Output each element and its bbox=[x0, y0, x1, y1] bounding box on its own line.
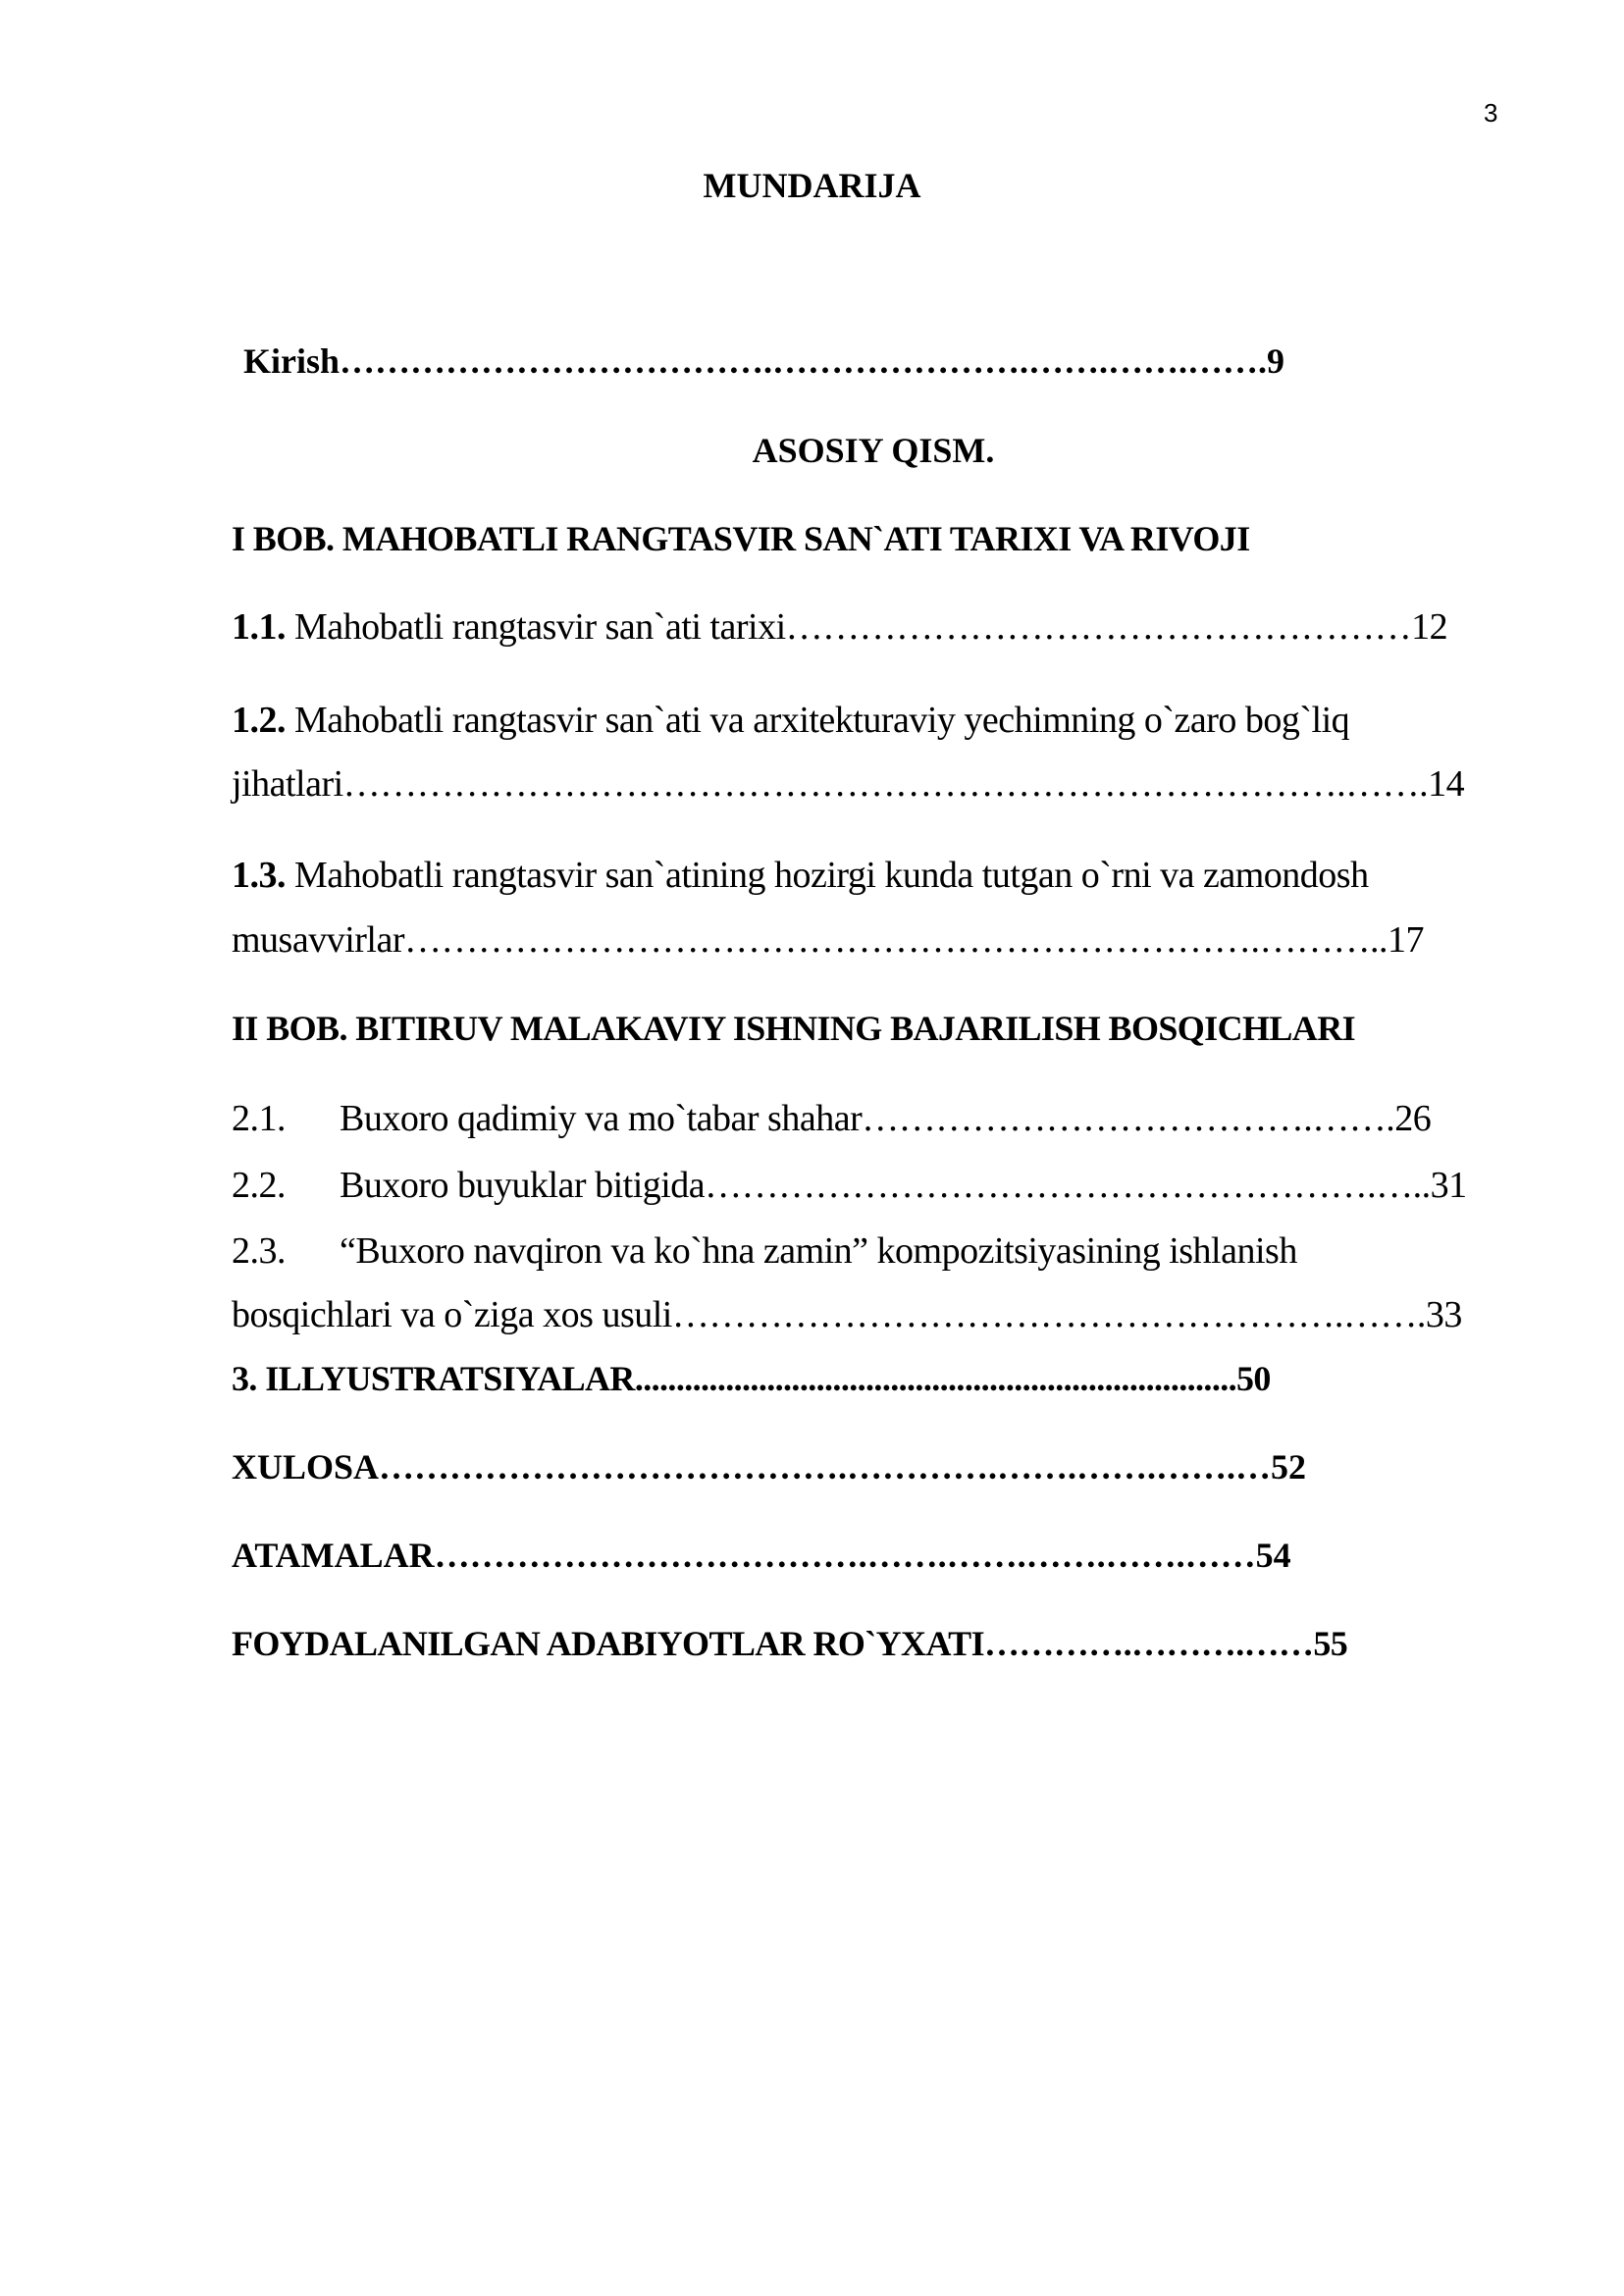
toc-entry-kirish bbox=[243, 340, 1284, 382]
toc-entry-foydalanilgan: FOYDALANILGAN ADABIYOTLAR RO`YXATI………….……….……55 bbox=[232, 1624, 1348, 1663]
chapter-heading-1: I BOB. MAHOBATLI RANGTASVIR SAN`ATI TARIXI VA RIVOJI bbox=[232, 519, 1250, 558]
toc-entry-2-1 bbox=[232, 1097, 286, 1140]
toc-entry-atamalar: ATAMALAR……………………………….…….…….…….…….……54 bbox=[232, 1536, 1291, 1575]
toc-entry-2-2 bbox=[232, 1164, 286, 1207]
toc-entry-1-3-cont: musavvirlar…………………………………………………………….………..17 bbox=[232, 919, 1425, 961]
toc-entry-number: 1.1. bbox=[232, 606, 286, 648]
toc-entry-1-3 bbox=[232, 854, 1369, 897]
toc-entry-2-3-text: “Buxoro navqiron va ko`hna zamin” kompozitsiyasining ishlanish bbox=[340, 1230, 1297, 1272]
toc-entry-2-2-text: Buxoro buyuklar bitigida……………………………………………….…..31 bbox=[340, 1165, 1467, 1206]
page-number: 3 bbox=[1484, 98, 1498, 128]
toc-entry-number: 2.2. bbox=[232, 1165, 286, 1206]
toc-entry-2-1-text: Buxoro qadimiy va mo`tabar shahar……………………………….…….26 bbox=[340, 1098, 1432, 1139]
toc-entry-2-3-cont: bosqichlari va o`ziga xos usuli……………………………………………….…….33 bbox=[232, 1294, 1462, 1335]
toc-entry-illyustratsiyalar: 3. ILLYUSTRATSIYALAR.........................................................................50 bbox=[232, 1359, 1271, 1398]
toc-entry-1-2 bbox=[232, 699, 1349, 742]
toc-entry-1-2-cont: jihatlari……………………………………………………………………….…….14 bbox=[232, 763, 1465, 805]
toc-entry-text: Mahobatli rangtasvir san`atining hozirgi kunda tutgan o`rni va zamondosh bbox=[286, 855, 1369, 896]
toc-entry-xulosa: XULOSA………………………………….………….…….…….…….…52 bbox=[232, 1447, 1307, 1487]
toc-entry-text: Mahobatli rangtasvir san`ati tarixi bbox=[286, 606, 786, 648]
toc-entry-text: Mahobatli rangtasvir san`ati va arxitekturaviy yechimning o`zaro bog`liq bbox=[286, 700, 1350, 741]
toc-entry-number: 2.3. bbox=[232, 1230, 286, 1272]
toc-entry-leader: ……………………………….………………….…….…….…….9 bbox=[340, 341, 1285, 381]
chapter-heading-2: II BOB. BITIRUV MALAKAVIY ISHNING BAJARILISH BOSQICHLARI bbox=[232, 1009, 1356, 1048]
toc-entry-leader: ……………………………………………12 bbox=[785, 606, 1448, 648]
toc-entry-number: 2.1. bbox=[232, 1098, 286, 1139]
toc-entry-2-3 bbox=[232, 1229, 286, 1273]
toc-entry-number: 1.2. bbox=[232, 700, 286, 741]
toc-title: MUNDARIJA bbox=[703, 166, 921, 205]
toc-entry-1-1 bbox=[232, 605, 1447, 649]
toc-entry-label: Kirish bbox=[243, 341, 341, 381]
section-heading-asosiy: ASOSIY QISM. bbox=[752, 431, 995, 470]
toc-entry-number: 1.3. bbox=[232, 855, 286, 896]
